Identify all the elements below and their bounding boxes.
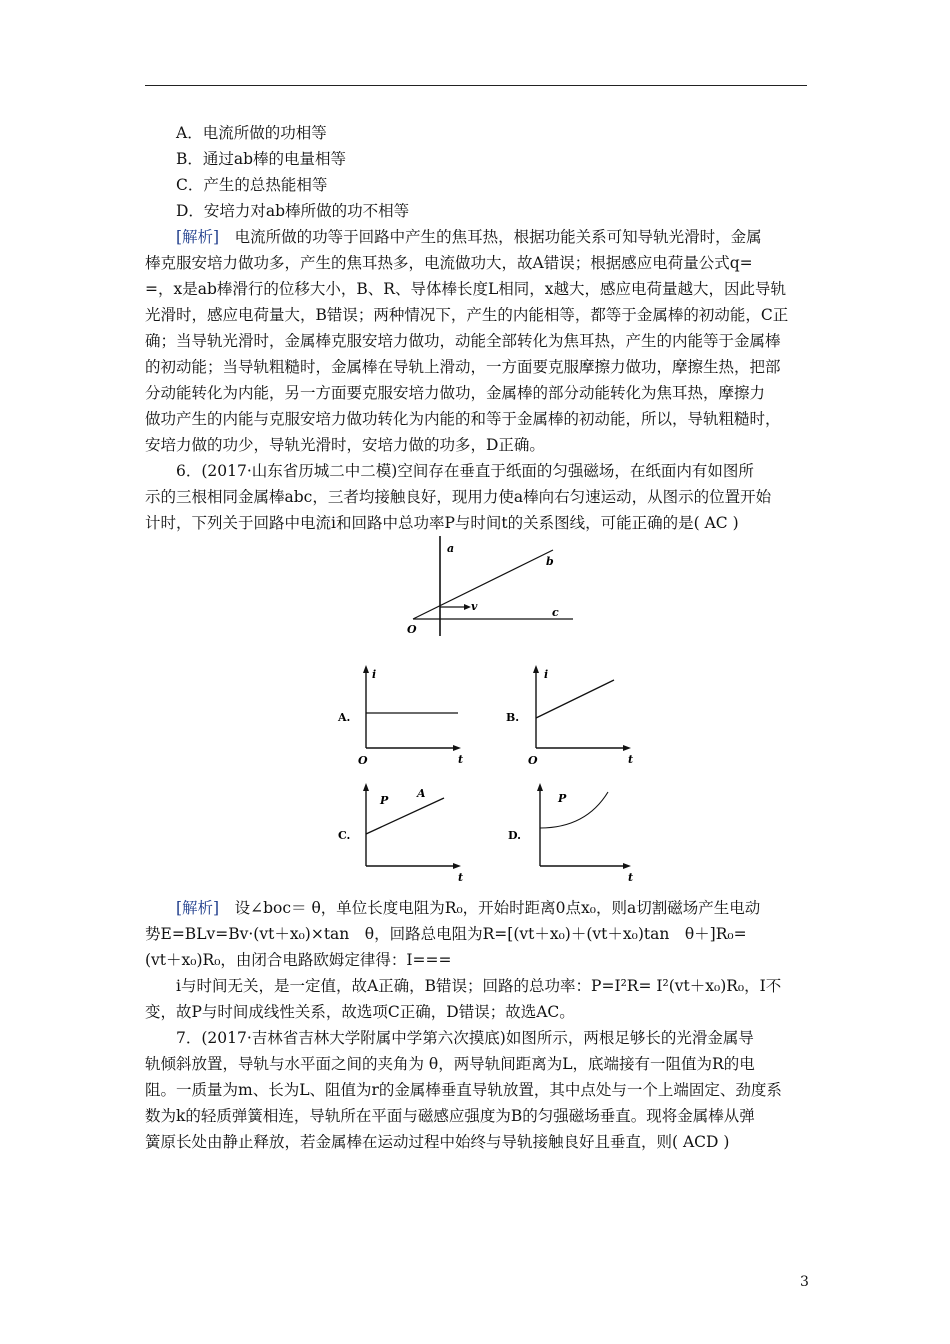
question6-line: 示的三根相同金属棒abc，三者均接触良好，现用力使a棒向右匀速运动，从图示的位置开始 xyxy=(145,488,772,506)
question7-line: 7．(2017·吉林省吉林大学附属中学第六次摸底)如图所示，两根足够长的光滑金属导 xyxy=(176,1029,754,1047)
rods-figure xyxy=(395,530,585,640)
question6-line: 计时，下列关于回路中电流i和回路中总功率P与时间t的关系图线，可能正确的是( AC ) xyxy=(145,514,739,532)
graph-b xyxy=(500,662,650,770)
question7-line: 阻。一质量为m、长为L、阻值为r的金属棒垂直导轨放置，其中点处与一个上端固定、劲度系 xyxy=(145,1081,782,1099)
question7-line: 轨倾斜放置，导轨与水平面之间的夹角为 θ，两导轨间距离为L，底端接有一阻值为R的电 xyxy=(145,1055,755,1073)
velocity-label: v xyxy=(471,600,478,613)
graph-d-option: D. xyxy=(508,829,521,842)
graph-b-option: B. xyxy=(506,711,520,724)
graph-c-x-label: t xyxy=(458,871,464,884)
analysis-tag: [解析] xyxy=(176,899,220,917)
option-d: D．安培力对ab棒所做的功不相等 xyxy=(176,202,410,220)
graph-d xyxy=(500,780,650,888)
option-c: C．产生的总热能相等 xyxy=(176,176,328,194)
option-b: B．通过ab棒的电量相等 xyxy=(176,150,347,168)
analysis1-line: 安培力做的功少，导轨光滑时，安培力做的功多，D正确。 xyxy=(145,436,545,454)
graph-d-y-label: P xyxy=(558,792,567,805)
analysis2-line: (vt＋x₀)R₀，由闭合电路欧姆定律得：I=== xyxy=(145,951,452,969)
graph-c-curve-label: A xyxy=(417,787,426,800)
graph-b-origin: O xyxy=(528,754,538,767)
graph-c xyxy=(330,780,480,888)
graph-a-y-label: i xyxy=(372,668,377,681)
analysis2-line: i与时间无关，是一定值，故A正确，B错误；回路的总功率：P=I²R= I²(vt＋x₀)R₀，I不 xyxy=(176,977,782,995)
graph-b-y-label: i xyxy=(544,668,549,681)
analysis-tag: [解析] xyxy=(176,228,220,246)
analysis1-first-line: [解析] 电流所做的功等于回路中产生的焦耳热，根据功能关系可知导轨光滑时，金属 xyxy=(176,228,762,246)
page-number: 3 xyxy=(800,1274,809,1290)
analysis2-first-line: [解析] 设∠boc＝ θ，单位长度电阻为R₀，开始时距离0点x₀，则a切割磁场产生电动 xyxy=(176,899,761,917)
origin-label: O xyxy=(407,623,417,636)
graph-a xyxy=(330,662,480,770)
option-a: A．电流所做的功相等 xyxy=(176,124,327,142)
question7-line: 数为k的轻质弹簧相连，导轨所在平面与磁感应强度为B的匀强磁场垂直。现将金属棒从弹 xyxy=(145,1107,755,1125)
graph-c-y-label: P xyxy=(380,794,389,807)
analysis1-line: 光滑时，感应电荷量大，B错误；两种情况下，产生的内能相等，都等于金属棒的初动能，C正 xyxy=(145,306,789,324)
graph-a-option: A. xyxy=(338,711,351,724)
header-rule xyxy=(145,85,807,86)
question6-line: 6．(2017·山东省历城二中二模)空间存在垂直于纸面的匀强磁场，在纸面内有如图所 xyxy=(176,462,754,480)
analysis1-line: =，x是ab棒滑行的位移大小，B、R、导体棒长度L相同，x越大，感应电荷量越大，因此导轨 xyxy=(145,280,786,298)
graph-b-x-label: t xyxy=(628,753,634,766)
graph-d-x-label: t xyxy=(628,871,634,884)
analysis1-line: 棒克服安培力做功多，产生的焦耳热多，电流做功大，故A错误；根据感应电荷量公式q= xyxy=(145,254,753,272)
analysis1-line: 分动能转化为内能，另一方面要克服安培力做功，金属棒的部分动能转化为焦耳热，摩擦力 xyxy=(145,384,766,402)
analysis2-line: 势E=BLv=Bv·(vt＋x₀)×tan θ，回路总电阻为R=[(vt＋x₀)＋(vt＋x₀)tan θ＋]R₀= xyxy=(145,925,747,943)
graph-a-origin: O xyxy=(358,754,368,767)
graph-a-x-label: t xyxy=(458,753,464,766)
analysis1-line: 确；当导轨光滑时，金属棒克服安培力做功，动能全部转化为焦耳热，产生的内能等于金属棒 xyxy=(145,332,781,350)
rod-a-label: a xyxy=(447,542,455,555)
analysis1-line: 做功产生的内能与克服安培力做功转化为内能的和等于金属棒的初动能，所以，导轨粗糙时， xyxy=(145,410,781,428)
analysis2-line: 变，故P与时间成线性关系，故选项C正确，D错误；故选AC。 xyxy=(145,1003,575,1021)
analysis1-line: 的初动能；当导轨粗糙时，金属棒在导轨上滑动，一方面要克服摩擦力做功，摩擦生热，把部 xyxy=(145,358,781,376)
graph-c-option: C. xyxy=(338,829,351,842)
rod-c-label: c xyxy=(552,606,559,619)
rod-b-label: b xyxy=(546,555,554,568)
question7-line: 簧原长处由静止释放，若金属棒在运动过程中始终与导轨接触良好且垂直，则( ACD ) xyxy=(145,1133,730,1151)
